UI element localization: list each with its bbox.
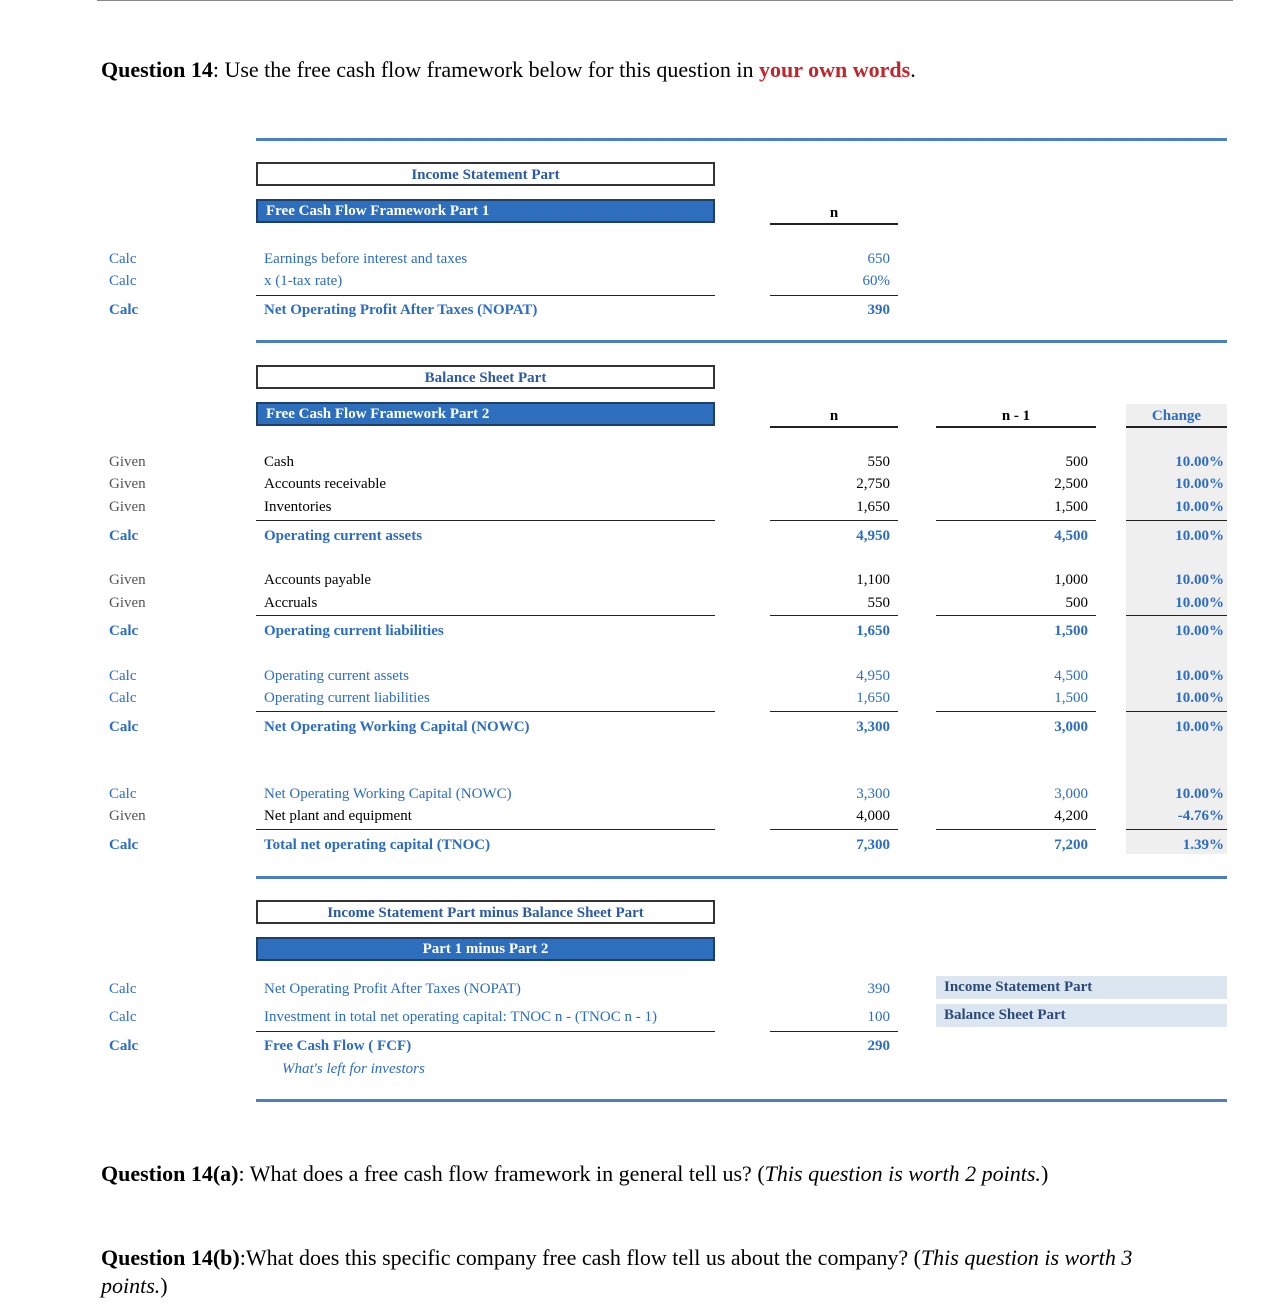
- part1-box-title: Income Statement Part: [256, 162, 715, 186]
- part3-tag: Calc: [109, 981, 137, 997]
- part2-value-n: 3,300: [856, 786, 890, 802]
- part2-tag: Calc: [109, 786, 137, 802]
- part2-label: Net Operating Working Capital (NOWC): [264, 719, 530, 735]
- part3-value: 100: [867, 1009, 890, 1025]
- income-statement-note: Income Statement Part: [936, 976, 1227, 999]
- top-rule: [97, 0, 1233, 1]
- question-14a-close: ): [1040, 1161, 1049, 1186]
- part2-value-n1: 500: [1065, 454, 1088, 470]
- part2-col-n-rule: [770, 426, 898, 428]
- part2-box-title: Balance Sheet Part: [256, 365, 715, 389]
- part2-change: 10.00%: [1175, 719, 1224, 735]
- question-14b-text: :What does this specific company free cash flow tell us about the company? (: [239, 1245, 921, 1270]
- part2-value-n1: 4,500: [1054, 528, 1088, 544]
- part2-value-n: 1,650: [856, 499, 890, 515]
- part2-label: Total net operating capital (TNOC): [264, 837, 491, 853]
- part2-change: -4.76%: [1177, 808, 1224, 824]
- part3-bar-title: Part 1 minus Part 2: [256, 937, 715, 961]
- part2-sum-rule: [256, 711, 715, 712]
- part3-sum-rule-n: [770, 1031, 898, 1032]
- part2-change: 10.00%: [1175, 572, 1224, 588]
- part2-col-change: Change: [1151, 408, 1202, 424]
- balance-sheet-note: Balance Sheet Part: [936, 1004, 1227, 1027]
- part2-value-n1: 1,000: [1054, 572, 1088, 588]
- part2-value-n: 4,950: [856, 668, 890, 684]
- part1-label: Earnings before interest and taxes: [264, 251, 468, 267]
- part2-sum-rule: [770, 520, 898, 521]
- part2-tag: Given: [109, 595, 146, 611]
- part2-tag: Given: [109, 454, 146, 470]
- part2-label: Accounts payable: [264, 572, 372, 588]
- part2-label: Operating current liabilities: [264, 623, 444, 639]
- part1-tag: Calc: [109, 273, 137, 289]
- part2-value-n: 1,100: [856, 572, 890, 588]
- part2-value-n: 4,000: [856, 808, 890, 824]
- part3-label: Investment in total net operating capital: TNOC n - (TNOC n - 1): [264, 1009, 657, 1025]
- part2-tag: Calc: [109, 623, 139, 639]
- part2-value-n1: 4,200: [1054, 808, 1088, 824]
- part2-label: Net plant and equipment: [264, 808, 412, 824]
- question-14b-title: Question 14(b): [101, 1245, 240, 1270]
- part2-tag: Calc: [109, 719, 139, 735]
- question-period: .: [910, 57, 916, 82]
- part1-label: Net Operating Profit After Taxes (NOPAT): [264, 302, 538, 318]
- part2-sum-rule: [936, 829, 1096, 830]
- part2-tag: Calc: [109, 690, 137, 706]
- part2-sum-rule: [1126, 615, 1227, 616]
- part2-value-n1: 1,500: [1054, 499, 1088, 515]
- part2-label: Accounts receivable: [264, 476, 387, 492]
- question-14b-close: ): [160, 1273, 168, 1298]
- part2-bar-title: Free Cash Flow Framework Part 2: [256, 402, 715, 426]
- part1-tag: Calc: [109, 251, 137, 267]
- part2-sum-rule: [1126, 520, 1227, 521]
- part2-label: Inventories: [264, 499, 332, 515]
- part2-change: 10.00%: [1175, 476, 1224, 492]
- part3-value: 290: [867, 1038, 890, 1054]
- part2-tag: Given: [109, 476, 146, 492]
- part2-change: 1.39%: [1182, 837, 1224, 853]
- question-highlight: your own words: [759, 57, 911, 82]
- part2-change: 10.00%: [1175, 690, 1224, 706]
- question-14a-title: Question 14(a): [101, 1161, 239, 1186]
- part2-sum-rule: [1126, 711, 1227, 712]
- part1-value: 60%: [862, 273, 890, 289]
- part2-sum-rule: [770, 829, 898, 830]
- part2-sum-rule: [770, 711, 898, 712]
- question-14b-points-2: points.: [101, 1273, 161, 1298]
- part2-tag: Given: [109, 499, 146, 515]
- question-14a: [101, 1160, 1251, 1188]
- question-14a-points: This question is worth 2 points.: [764, 1161, 1041, 1186]
- part2-value-n1: 2,500: [1054, 476, 1088, 492]
- part2-value-n: 7,300: [856, 837, 890, 853]
- part2-change: 10.00%: [1175, 454, 1224, 470]
- part1-bar-title: Free Cash Flow Framework Part 1: [256, 199, 715, 223]
- question-14b: [101, 1244, 1251, 1300]
- part3-label: Free Cash Flow ( FCF): [264, 1038, 412, 1054]
- part2-value-n: 550: [867, 454, 890, 470]
- part2-sum-rule: [936, 615, 1096, 616]
- part2-sum-rule: [936, 711, 1096, 712]
- part3-footnote: What's left for investors: [282, 1061, 425, 1077]
- part3-label: Net Operating Profit After Taxes (NOPAT): [264, 981, 521, 997]
- part2-change: 10.00%: [1175, 623, 1224, 639]
- part3-tag: Calc: [109, 1009, 137, 1025]
- part2-label: Operating current assets: [264, 668, 409, 684]
- part2-sum-rule: [936, 520, 1096, 521]
- part2-change: 10.00%: [1175, 595, 1224, 611]
- part2-value-n1: 3,000: [1054, 719, 1088, 735]
- question-text: : Use the free cash flow framework below for this question in: [212, 57, 760, 82]
- part2-value-n1: 7,200: [1054, 837, 1088, 853]
- part2-value-n1: 1,500: [1054, 690, 1088, 706]
- part2-value-n: 550: [867, 595, 890, 611]
- part2-value-n1: 1,500: [1054, 623, 1088, 639]
- question-14: [101, 56, 1251, 84]
- part3-box-title: Income Statement Part minus Balance Sheet Part: [256, 900, 715, 924]
- part2-label: Operating current assets: [264, 528, 423, 544]
- part1-tag: Calc: [109, 302, 139, 318]
- part2-change: 10.00%: [1175, 668, 1224, 684]
- question-14b-points-1: This question is worth 3: [920, 1245, 1133, 1270]
- part2-tag: Given: [109, 808, 146, 824]
- part2-value-n: 3,300: [856, 719, 890, 735]
- part2-value-n: 1,650: [856, 690, 890, 706]
- part1-value: 650: [867, 251, 890, 267]
- part2-sum-rule: [770, 615, 898, 616]
- part2-col-change-rule: [1126, 426, 1227, 428]
- part3-value: 390: [867, 981, 890, 997]
- part2-sum-rule: [1126, 829, 1227, 830]
- part1-sum-rule: [256, 295, 715, 296]
- section-rule-4: [256, 1099, 1227, 1102]
- part2-change: 10.00%: [1175, 528, 1224, 544]
- part2-value-n1: 4,500: [1054, 668, 1088, 684]
- part2-col-n1: n - 1: [1001, 408, 1031, 424]
- part2-tag: Calc: [109, 837, 139, 853]
- part2-label: Operating current liabilities: [264, 690, 430, 706]
- part1-sum-rule-n: [770, 295, 898, 296]
- part1-col-n-rule: [770, 223, 898, 225]
- part2-value-n: 2,750: [856, 476, 890, 492]
- part3-sum-rule: [256, 1031, 715, 1032]
- part2-change: 10.00%: [1175, 786, 1224, 802]
- part2-label: Cash: [264, 454, 294, 470]
- part1-label: x (1-tax rate): [264, 273, 343, 289]
- part2-value-n1: 500: [1065, 595, 1088, 611]
- part1-col-n: n: [829, 205, 839, 221]
- part2-label: Net Operating Working Capital (NOWC): [264, 786, 512, 802]
- section-rule-1: [256, 138, 1227, 141]
- section-rule-3: [256, 876, 1227, 879]
- part2-change: 10.00%: [1175, 499, 1224, 515]
- part2-label: Accruals: [264, 595, 318, 611]
- part1-value: 390: [867, 302, 890, 318]
- part2-tag: Given: [109, 572, 146, 588]
- question-14a-text: : What does a free cash flow framework in general tell us? (: [238, 1161, 765, 1186]
- part2-col-n1-rule: [936, 426, 1096, 428]
- part2-tag: Calc: [109, 528, 139, 544]
- part2-sum-rule: [256, 615, 715, 616]
- question-title: Question 14: [101, 57, 213, 82]
- part2-value-n: 4,950: [856, 528, 890, 544]
- part2-value-n1: 3,000: [1054, 786, 1088, 802]
- part2-sum-rule: [256, 520, 715, 521]
- section-rule-2: [256, 340, 1227, 343]
- part2-tag: Calc: [109, 668, 137, 684]
- part2-col-n: n: [829, 408, 839, 424]
- part2-sum-rule: [256, 829, 715, 830]
- part3-tag: Calc: [109, 1038, 139, 1054]
- part2-value-n: 1,650: [856, 623, 890, 639]
